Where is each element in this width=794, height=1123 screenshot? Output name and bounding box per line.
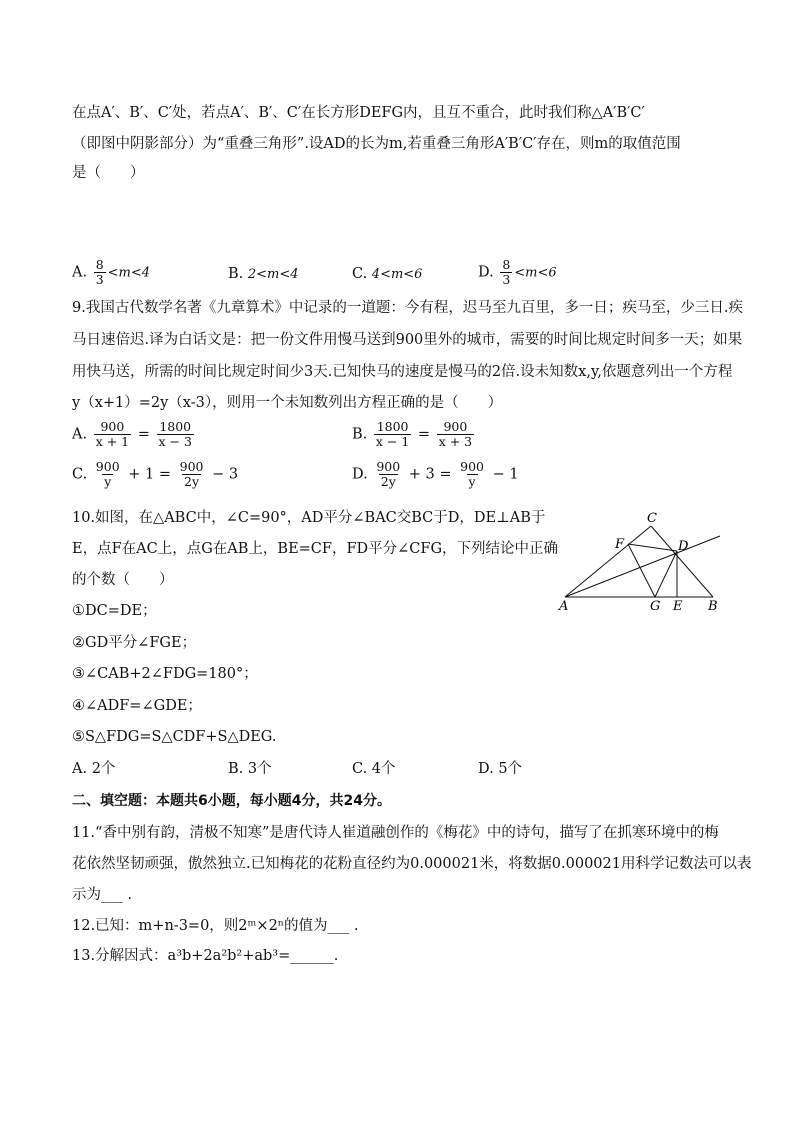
- numerator: 900: [376, 459, 401, 474]
- q10-statement-2: ②GD平分∠FGE；: [72, 635, 197, 651]
- bisector-ad-extended: [565, 536, 720, 597]
- triangle-figure: [555, 508, 730, 618]
- q8-option-b[interactable]: [228, 264, 299, 285]
- q8-option-c[interactable]: [352, 264, 422, 285]
- fraction: [157, 420, 194, 449]
- segment-ac: [565, 526, 651, 597]
- q10-line-3: 的个数（ ）: [72, 572, 174, 588]
- option-label: D.: [352, 466, 368, 483]
- triangle-diagram: [555, 508, 730, 618]
- q10-statement-4: ④∠ADF=∠GDE；: [72, 698, 202, 714]
- denominator: x − 3: [158, 434, 192, 449]
- fraction: [94, 460, 122, 489]
- numerator: 8: [95, 257, 104, 272]
- label-a: A: [559, 599, 569, 614]
- q9-line-3: 用快马送，所需的时间比规定时间少3天.已知快马的速度是慢马的2倍.设未知数x,y,依题意列出一个方程: [72, 364, 733, 380]
- numerator: 900: [460, 459, 485, 474]
- denominator: 3: [502, 272, 511, 287]
- option-label: A.: [72, 264, 88, 281]
- numerator: 900: [100, 419, 125, 434]
- q9-option-c[interactable]: [72, 460, 238, 489]
- label-g: G: [650, 599, 661, 614]
- q10-statement-3: ③∠CAB+2∠FDG=180°；: [72, 666, 258, 682]
- q10-option-c[interactable]: C. 4个: [352, 761, 396, 777]
- option-label: A.: [72, 426, 88, 443]
- operator: =: [137, 426, 150, 443]
- fraction: [437, 420, 474, 449]
- numerator: 1800: [159, 419, 192, 434]
- denominator: x − 1: [375, 434, 410, 449]
- segment-gd: [655, 551, 677, 597]
- fraction: [500, 258, 512, 287]
- denominator: y: [104, 474, 112, 489]
- q8-line-3: 是（ ）: [72, 165, 145, 181]
- fraction: [94, 420, 131, 449]
- label-c: C: [647, 511, 657, 526]
- denominator: x + 1: [95, 434, 130, 449]
- denominator: x + 3: [438, 434, 473, 449]
- numerator: 900: [443, 419, 468, 434]
- q9-line-4: y（x+1）=2y（x-3），则用一个未知数列出方程正确的是（ ）: [72, 395, 503, 411]
- q10-statement-1: ①DC=DE；: [72, 603, 157, 619]
- denominator: y: [468, 474, 476, 489]
- option-label: C.: [352, 266, 368, 282]
- label-b: B: [708, 599, 718, 614]
- operator: − 1: [492, 466, 519, 483]
- section-heading: 二、填空题：本题共6小题，每小题4分，共24分。: [72, 793, 391, 809]
- inequality: <m<4: [107, 265, 151, 281]
- q8-line-2: （即图中阴影部分）为“重叠三角形”.设AD的长为m,若重叠三角形A′B′C′存在，则m的取值范围: [72, 136, 681, 152]
- denominator: 3: [95, 272, 104, 287]
- fraction: [178, 460, 206, 489]
- label-d: D: [678, 539, 689, 554]
- fraction: [374, 460, 402, 489]
- operator: =: [417, 426, 431, 443]
- q9-line-2: 马日速倍迟.译为白话文是：把一份文件用慢马送到900里外的城市，需要的时间比规定时间多一天；如果: [72, 332, 743, 348]
- fraction: [374, 420, 411, 449]
- operator: + 1 =: [128, 466, 172, 483]
- option-label: D.: [478, 264, 494, 281]
- q8-option-d[interactable]: [478, 258, 557, 287]
- fraction: [94, 258, 106, 287]
- operator: − 3: [212, 466, 239, 483]
- q9-option-b[interactable]: [352, 420, 476, 449]
- label-f: F: [615, 537, 625, 552]
- q9-line-1: 9.我国古代数学名著《九章算术》中记录的一道题：今有程，迟马至九百里，多一日；疾马至，少三日.疾: [72, 300, 743, 316]
- option-label: B.: [228, 266, 244, 282]
- q10-line-2: E，点F在AC上，点G在AB上，BE=CF，FD平分∠CFG，下列结论中正确: [72, 541, 559, 557]
- q10-option-b[interactable]: B. 3个: [228, 761, 272, 777]
- q9-option-d[interactable]: [352, 460, 519, 489]
- option-label: B.: [352, 426, 368, 443]
- numerator: 900: [179, 459, 204, 474]
- q11-line-1: 11.“香中别有韵，清极不知寒”是唐代诗人崔道融创作的《梅花》中的诗句，描写了在抓寒环境中的梅: [72, 825, 719, 841]
- q13-line: 13.分解因式：a³b+2a²b²+ab³=______.: [72, 948, 339, 964]
- numerator: 1800: [376, 419, 409, 434]
- inequality: <m<6: [514, 265, 557, 281]
- denominator: 2y: [184, 474, 200, 489]
- numerator: 900: [95, 459, 120, 474]
- denominator: 2y: [380, 474, 396, 489]
- q12-line: 12.已知：m+n-3=0，则2ᵐ×2ⁿ的值为___ .: [72, 918, 359, 934]
- q8-line-1: 在点A′、B′、C′处，若点A′、B′、C′在长方形DEFG内，且互不重合，此时我们称△A′B′C′: [72, 105, 645, 121]
- numerator: 8: [502, 257, 511, 272]
- q10-statement-5: ⑤S△FDG=S△CDF+S△DEG.: [72, 729, 277, 745]
- inequality: 2<m<4: [247, 267, 299, 282]
- q10-option-a[interactable]: A. 2个: [72, 761, 116, 777]
- operator: + 3 =: [408, 466, 452, 483]
- q9-option-a[interactable]: [72, 420, 196, 449]
- q11-line-2: 花依然坚韧顽强，傲然独立.已知梅花的花粉直径约为0.000021米，将数据0.000021用科学记数法可以表: [72, 856, 752, 872]
- fraction: [458, 460, 486, 489]
- q10-option-d[interactable]: D. 5个: [478, 761, 523, 777]
- inequality: 4<m<6: [371, 267, 423, 282]
- option-label: C.: [72, 466, 88, 483]
- q11-line-3: 示为___ .: [72, 887, 132, 903]
- label-e: E: [673, 599, 683, 614]
- q8-option-a[interactable]: [72, 258, 150, 287]
- q10-line-1: 10.如图，在△ABC中，∠C=90°，AD平分∠BAC交BC于D，DE⊥AB于: [72, 510, 546, 526]
